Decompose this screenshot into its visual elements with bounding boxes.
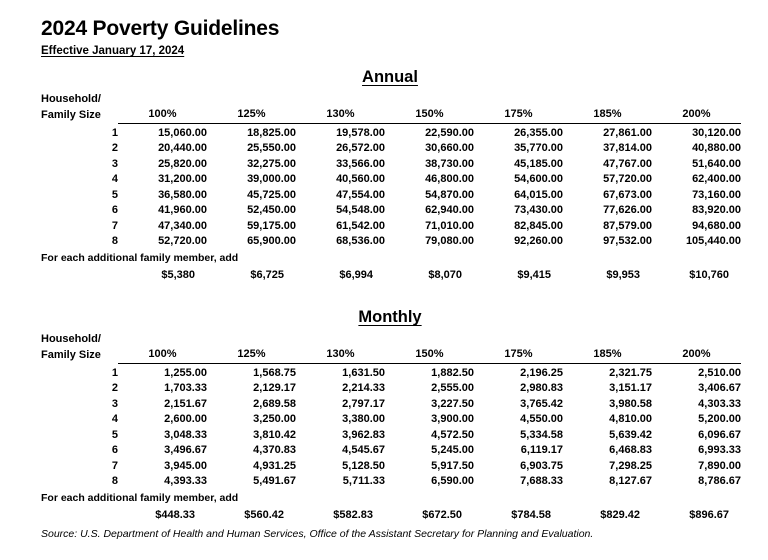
family-size-cell: 7	[111, 219, 118, 232]
table-row	[41, 203, 741, 219]
family-size-cell: 5	[111, 188, 118, 201]
family-size-cell: 8	[111, 475, 118, 487]
family-size-cell: 2	[111, 382, 118, 394]
value-cell: 6,119.17	[520, 444, 563, 456]
table-row	[41, 459, 741, 475]
column-header-family-size	[41, 332, 118, 363]
value-cell: 46,800.00	[425, 173, 474, 185]
value-cell: 31,200.00	[158, 173, 207, 185]
value-cell: 32,275.00	[247, 157, 296, 170]
value-cell: 2,196.25	[520, 366, 563, 379]
value-cell: 3,380.00	[342, 413, 385, 425]
value-cell: 6,903.75	[520, 459, 563, 472]
value-cell: 5,639.42	[609, 428, 652, 441]
additional-value-cell: $6,725	[250, 269, 284, 281]
value-cell: 19,578.00	[336, 126, 385, 139]
value-cell: 4,545.67	[342, 444, 385, 456]
value-cell: 1,882.50	[431, 366, 474, 379]
table-row	[41, 428, 741, 444]
value-cell: 6,096.67	[698, 428, 741, 441]
value-cell: 3,406.67	[698, 382, 741, 394]
value-cell: 67,673.00	[603, 188, 652, 201]
family-size-header-line1: Household/	[41, 93, 101, 105]
value-cell: 20,440.00	[158, 142, 207, 154]
value-cell: 5,917.50	[431, 459, 474, 472]
value-cell: 3,496.67	[164, 444, 207, 456]
family-size-cell: 5	[111, 428, 118, 441]
value-cell: 59,175.00	[247, 219, 296, 232]
value-cell: 33,566.00	[336, 157, 385, 170]
spacer-cell	[41, 268, 118, 283]
annual-table-body	[41, 123, 741, 250]
value-cell: 38,730.00	[425, 157, 474, 170]
value-cell: 18,825.00	[247, 126, 296, 139]
effective-date: Effective January 17, 2024	[41, 45, 185, 57]
value-cell: 3,227.50	[431, 397, 474, 410]
value-cell: 73,430.00	[514, 204, 563, 216]
value-cell: 4,370.83	[253, 444, 296, 456]
monthly-additional-table	[41, 508, 741, 523]
additional-value-cell: $8,070	[428, 269, 462, 281]
column-header-125: 125%	[207, 332, 296, 363]
value-cell: 4,572.50	[431, 428, 474, 441]
value-cell: 2,555.00	[431, 382, 474, 394]
additional-value-cell: $896.67	[689, 509, 729, 521]
value-cell: 54,600.00	[514, 173, 563, 185]
column-header-130: 130%	[296, 92, 385, 123]
monthly-additional-member-label: For each additional family member, add	[41, 492, 239, 504]
value-cell: 4,810.00	[609, 413, 652, 425]
monthly-additional-member-container	[41, 508, 741, 523]
value-cell: 45,185.00	[514, 157, 563, 170]
additional-value-cell: $9,415	[517, 269, 551, 281]
table-row	[41, 443, 741, 459]
value-cell: 87,579.00	[603, 219, 652, 232]
column-header-175: 175%	[474, 332, 563, 363]
value-cell: 3,900.00	[431, 413, 474, 425]
value-cell: 71,010.00	[425, 219, 474, 232]
family-size-cell: 1	[111, 366, 118, 379]
column-header-125: 125%	[207, 92, 296, 123]
column-header-185: 185%	[563, 332, 652, 363]
value-cell: 2,129.17	[253, 382, 296, 394]
additional-value-cell: $6,994	[339, 269, 373, 281]
value-cell: 5,128.50	[342, 459, 385, 472]
value-cell: 52,720.00	[158, 235, 207, 247]
value-cell: 30,120.00	[692, 126, 741, 139]
table-row	[41, 381, 741, 397]
value-cell: 40,560.00	[336, 173, 385, 185]
value-cell: 36,580.00	[158, 188, 207, 201]
annual-table	[41, 92, 741, 250]
value-cell: 27,861.00	[603, 126, 652, 139]
additional-value-cell: $784.58	[511, 509, 551, 521]
table-row	[41, 234, 741, 250]
page-title: 2024 Poverty Guidelines	[41, 17, 280, 40]
value-cell: 105,440.00	[685, 235, 741, 247]
value-cell: 7,298.25	[609, 459, 652, 472]
table-row	[41, 141, 741, 157]
value-cell: 54,548.00	[336, 204, 385, 216]
column-header-130: 130%	[296, 332, 385, 363]
value-cell: 92,260.00	[514, 235, 563, 247]
value-cell: 1,631.50	[342, 366, 385, 379]
value-cell: 3,250.00	[253, 413, 296, 425]
value-cell: 2,214.33	[342, 382, 385, 394]
value-cell: 26,572.00	[336, 142, 385, 154]
monthly-table	[41, 332, 741, 490]
value-cell: 1,568.75	[253, 366, 296, 379]
table-row	[41, 412, 741, 428]
value-cell: 2,600.00	[164, 413, 207, 425]
family-size-header-line2: Family Size	[41, 348, 101, 361]
additional-value-cell: $9,953	[606, 269, 640, 281]
value-cell: 4,550.00	[520, 413, 563, 425]
value-cell: 45,725.00	[247, 188, 296, 201]
table-row	[41, 157, 741, 173]
table-row	[41, 188, 741, 204]
column-header-family-size	[41, 92, 118, 123]
value-cell: 2,797.17	[342, 397, 385, 410]
family-size-header-line2: Family Size	[41, 108, 101, 121]
family-size-cell: 4	[111, 173, 118, 185]
additional-value-cell: $448.33	[155, 509, 195, 521]
value-cell: 51,640.00	[692, 157, 741, 170]
value-cell: 41,960.00	[158, 204, 207, 216]
column-header-100: 100%	[118, 332, 207, 363]
source-note: Source: U.S. Department of Health and Human Services, Office of the Assistant Secretary for Planning and Evaluation.	[41, 528, 594, 540]
value-cell: 5,200.00	[698, 413, 741, 425]
table-row	[41, 363, 741, 381]
value-cell: 2,689.58	[253, 397, 296, 410]
family-size-cell: 1	[111, 126, 118, 139]
annual-additional-member-label: For each additional family member, add	[41, 252, 239, 264]
column-header-185: 185%	[563, 92, 652, 123]
family-size-cell: 3	[111, 397, 118, 410]
value-cell: 82,845.00	[514, 219, 563, 232]
value-cell: 83,920.00	[692, 204, 741, 216]
additional-value-cell: $672.50	[422, 509, 462, 521]
value-cell: 30,660.00	[425, 142, 474, 154]
column-header-150: 150%	[385, 332, 474, 363]
additional-value-cell: $582.83	[333, 509, 373, 521]
value-cell: 73,160.00	[692, 188, 741, 201]
table-row	[41, 397, 741, 413]
family-size-cell: 4	[111, 413, 118, 425]
family-size-cell: 2	[111, 142, 118, 154]
table-row	[41, 219, 741, 235]
value-cell: 79,080.00	[425, 235, 474, 247]
value-cell: 26,355.00	[514, 126, 563, 139]
family-size-cell: 6	[111, 444, 118, 456]
table-row	[41, 474, 741, 490]
value-cell: 77,626.00	[603, 204, 652, 216]
value-cell: 4,393.33	[164, 475, 207, 487]
value-cell: 1,255.00	[164, 366, 207, 379]
value-cell: 4,931.25	[253, 459, 296, 472]
value-cell: 1,703.33	[164, 382, 207, 394]
value-cell: 3,048.33	[164, 428, 207, 441]
value-cell: 47,554.00	[336, 188, 385, 201]
value-cell: 57,720.00	[603, 173, 652, 185]
section-title-annual: Annual	[362, 68, 418, 86]
value-cell: 2,151.67	[164, 397, 207, 410]
value-cell: 61,542.00	[336, 219, 385, 232]
value-cell: 3,945.00	[164, 459, 207, 472]
value-cell: 62,940.00	[425, 204, 474, 216]
value-cell: 64,015.00	[514, 188, 563, 201]
value-cell: 39,000.00	[247, 173, 296, 185]
value-cell: 2,321.75	[609, 366, 652, 379]
value-cell: 54,870.00	[425, 188, 474, 201]
additional-value-cell: $10,760	[689, 269, 729, 281]
value-cell: 6,993.33	[698, 444, 741, 456]
value-cell: 3,151.17	[609, 382, 652, 394]
family-size-cell: 6	[111, 204, 118, 216]
annual-table-container	[41, 92, 741, 250]
column-header-175: 175%	[474, 92, 563, 123]
value-cell: 6,468.83	[609, 444, 652, 456]
value-cell: 5,491.67	[253, 475, 296, 487]
value-cell: 8,127.67	[609, 475, 652, 487]
section-title-monthly: Monthly	[358, 308, 422, 326]
value-cell: 3,962.83	[342, 428, 385, 441]
value-cell: 15,060.00	[158, 126, 207, 139]
value-cell: 40,880.00	[692, 142, 741, 154]
additional-value-cell: $5,380	[161, 269, 195, 281]
monthly-header-row	[41, 332, 741, 363]
value-cell: 37,814.00	[603, 142, 652, 154]
monthly-table-head	[41, 332, 741, 363]
title-block	[41, 16, 279, 59]
value-cell: 3,980.58	[609, 397, 652, 410]
family-size-cell: 3	[111, 157, 118, 170]
monthly-table-body	[41, 363, 741, 490]
annual-additional-row	[41, 268, 741, 283]
value-cell: 4,303.33	[698, 397, 741, 410]
value-cell: 7,890.00	[698, 459, 741, 472]
annual-additional-member-container	[41, 268, 741, 283]
value-cell: 5,245.00	[431, 444, 474, 456]
value-cell: 8,786.67	[698, 475, 741, 487]
value-cell: 2,980.83	[520, 382, 563, 394]
column-header-100: 100%	[118, 92, 207, 123]
value-cell: 22,590.00	[425, 126, 474, 139]
value-cell: 5,711.33	[342, 475, 385, 487]
spacer-cell	[41, 508, 118, 523]
monthly-additional-row	[41, 508, 741, 523]
value-cell: 3,765.42	[520, 397, 563, 410]
value-cell: 3,810.42	[253, 428, 296, 441]
additional-value-cell: $560.42	[244, 509, 284, 521]
family-size-header-line1: Household/	[41, 333, 101, 345]
table-row	[41, 172, 741, 188]
value-cell: 52,450.00	[247, 204, 296, 216]
family-size-cell: 7	[111, 459, 118, 472]
table-row	[41, 123, 741, 141]
value-cell: 97,532.00	[603, 235, 652, 247]
value-cell: 25,820.00	[158, 157, 207, 170]
value-cell: 68,536.00	[336, 235, 385, 247]
annual-header-row	[41, 92, 741, 123]
column-header-150: 150%	[385, 92, 474, 123]
value-cell: 94,680.00	[692, 219, 741, 232]
value-cell: 47,767.00	[603, 157, 652, 170]
family-size-cell: 8	[111, 235, 118, 247]
additional-value-cell: $829.42	[600, 509, 640, 521]
column-header-200: 200%	[652, 92, 741, 123]
value-cell: 5,334.58	[520, 428, 563, 441]
value-cell: 25,550.00	[247, 142, 296, 154]
annual-table-head	[41, 92, 741, 123]
value-cell: 7,688.33	[520, 475, 563, 487]
value-cell: 35,770.00	[514, 142, 563, 154]
value-cell: 6,590.00	[431, 475, 474, 487]
value-cell: 47,340.00	[158, 219, 207, 232]
value-cell: 62,400.00	[692, 173, 741, 185]
monthly-table-container	[41, 332, 741, 490]
column-header-200: 200%	[652, 332, 741, 363]
annual-additional-table	[41, 268, 741, 283]
value-cell: 65,900.00	[247, 235, 296, 247]
value-cell: 2,510.00	[698, 366, 741, 379]
